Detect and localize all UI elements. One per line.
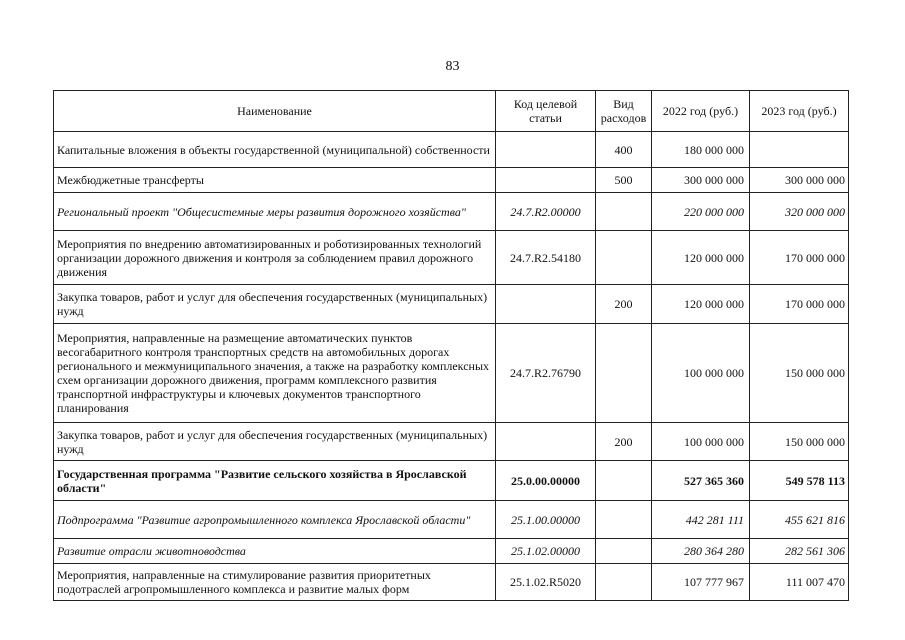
row-name: Подпрограмма "Развитие агропромышленного комплекса Ярославской области" (54, 501, 496, 539)
row-2022: 280 364 280 (652, 539, 750, 564)
row-2022: 442 281 111 (652, 501, 750, 539)
row-type (596, 501, 652, 539)
row-2023: 320 000 000 (750, 193, 849, 231)
row-name: Капитальные вложения в объекты государственной (муниципальной) собственности (54, 132, 496, 168)
row-2022: 300 000 000 (652, 168, 750, 193)
row-name: Мероприятия, направленные на размещение автоматических пунктов весогабаритного контроля транспортных средств на автомобильных дорогах регионального и межмуниципального значения, а также на разработку комплексных схем организации дорожного движения, программ комплексного развития транспортной инфраструктуры и ключевых документов транспортного планирования (54, 324, 496, 423)
row-name: Региональный проект "Общесистемные меры развития дорожного хозяйства" (54, 193, 496, 231)
page-number: 83 (445, 59, 460, 74)
row-2022: 120 000 000 (652, 231, 750, 285)
row-name: Мероприятия, направленные на стимулирование развития приоритетных подотраслей агропромышленного комплекса и развитие малых форм (54, 564, 496, 601)
row-type (596, 231, 652, 285)
row-name: Государственная программа "Развитие сельского хозяйства в Ярославской области" (54, 461, 496, 501)
row-2022: 220 000 000 (652, 193, 750, 231)
row-2023: 300 000 000 (750, 168, 849, 193)
row-2022: 100 000 000 (652, 324, 750, 423)
table-row (54, 501, 849, 539)
table-row (54, 539, 849, 564)
table-row (54, 193, 849, 231)
row-code: 25.0.00.00000 (496, 461, 596, 501)
row-name: Закупка товаров, работ и услуг для обеспечения государственных (муниципальных) нужд (54, 423, 496, 461)
table-row (54, 168, 849, 193)
row-2022: 107 777 967 (652, 564, 750, 601)
row-code: 25.1.00.00000 (496, 501, 596, 539)
row-type: 500 (596, 168, 652, 193)
row-2022: 100 000 000 (652, 423, 750, 461)
row-2023: 111 007 470 (750, 564, 849, 601)
header-type: Вид расходов (596, 91, 652, 132)
header-name: Наименование (54, 91, 496, 132)
row-code: 24.7.R2.76790 (496, 324, 596, 423)
row-type: 200 (596, 423, 652, 461)
row-type: 200 (596, 285, 652, 324)
table-row (54, 564, 849, 601)
table-row (54, 324, 849, 423)
row-type (596, 461, 652, 501)
row-2022: 180 000 000 (652, 132, 750, 168)
row-2022: 527 365 360 (652, 461, 750, 501)
row-name: Развитие отрасли животноводства (54, 539, 496, 564)
row-type (596, 564, 652, 601)
row-type (596, 324, 652, 423)
table-row (54, 461, 849, 501)
row-code (496, 168, 596, 193)
table-row (54, 231, 849, 285)
table-row (54, 423, 849, 461)
row-code (496, 132, 596, 168)
row-type: 400 (596, 132, 652, 168)
row-name: Закупка товаров, работ и услуг для обеспечения государственных (муниципальных) нужд (54, 285, 496, 324)
header-code: Код целевой статьи (496, 91, 596, 132)
row-code: 24.7.R2.00000 (496, 193, 596, 231)
row-2023: 170 000 000 (750, 231, 849, 285)
row-code: 24.7.R2.54180 (496, 231, 596, 285)
table-row (54, 132, 849, 168)
table-row (54, 285, 849, 324)
row-code: 25.1.02.R5020 (496, 564, 596, 601)
row-2023: 549 578 113 (750, 461, 849, 501)
row-2023 (750, 132, 849, 168)
budget-table (53, 90, 849, 601)
header-2023: 2023 год (руб.) (750, 91, 849, 132)
row-2023: 150 000 000 (750, 423, 849, 461)
row-2023: 170 000 000 (750, 285, 849, 324)
row-code: 25.1.02.00000 (496, 539, 596, 564)
row-code (496, 423, 596, 461)
row-name: Мероприятия по внедрению автоматизированных и роботизированных технологий организации дорожного движения и контроля за соблюдением правил дорожного движения (54, 231, 496, 285)
row-type (596, 193, 652, 231)
row-2023: 455 621 816 (750, 501, 849, 539)
row-code (496, 285, 596, 324)
row-name: Межбюджетные трансферты (54, 168, 496, 193)
table-header-row (54, 91, 849, 132)
header-2022: 2022 год (руб.) (652, 91, 750, 132)
row-2022: 120 000 000 (652, 285, 750, 324)
row-2023: 150 000 000 (750, 324, 849, 423)
row-type (596, 539, 652, 564)
row-2023: 282 561 306 (750, 539, 849, 564)
